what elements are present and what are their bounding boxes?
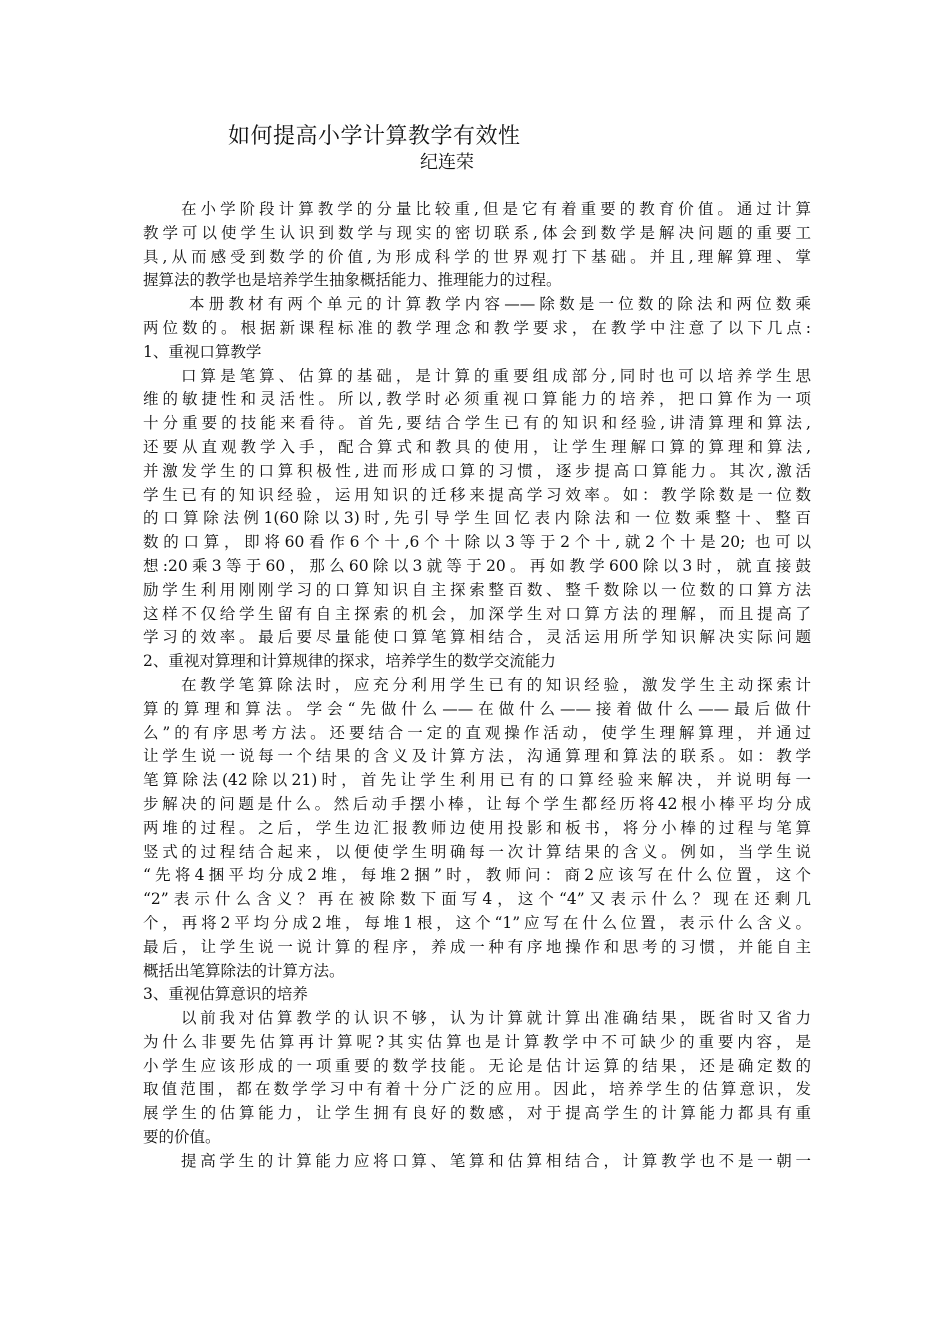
text-line: 以前我对估算教学的认识不够，认为计算就计算出准确结果，既省时又省力 [181,1009,811,1028]
section-heading: 1、重视口算教学 [143,342,262,361]
text-line: “先将4捆平均分成2堆，每堆2捆”时，教师问：商2应该写在什么位置，这个 [143,866,811,885]
text-line: 数的口算，即将60看作6个十,6个十除以3等于2个十,就2个十是20; 也可以 [143,533,811,552]
text-line: 个，再将2平均分成2堆，每堆1根，这个“1”应写在什么位置，表示什么含义。 [143,913,811,932]
text-line: 本册教材有两个单元的计算教学内容——除数是一位数的除法和两位数乘 [189,295,811,314]
text-line: 学习的效率。最后要尽量能使口算笔算相结合，灵活运用所学知识解决实际问题 [143,628,811,647]
text-line: 在小学阶段计算教学的分量比较重,但是它有着重要的教育价值。通过计算 [181,200,811,218]
text-line: 具,从而感受到数学的价值,为形成科学的世界观打下基础。并且,理解算理、掌 [143,247,811,266]
text-line: 并激发学生的口算积极性,进而形成口算的习惯，逐步提高口算能力。其次,激活 [143,461,811,480]
text-line: 这样不仅给学生留有自主探索的机会，加深学生对口算方法的理解，而且提高了 [143,604,811,623]
text-line: 算的算理和算法。学会“先做什么——在做什么——接着做什么——最后做什 [143,699,811,718]
text-line: 还要从直观教学入手，配合算式和教具的使用，让学生理解口算的算理和算法, [143,437,811,456]
text-line: 最后，让学生说一说计算的程序，养成一种有序地操作和思考的习惯，并能自主 [143,937,811,956]
section-heading: 2、重视对算理和计算规律的探求，培养学生的数学交流能力 [143,652,556,671]
text-line: 的口算除法例1(60除以3)时,先引导学生回忆表内除法和一位数乘整十、整百 [143,509,811,528]
text-line: 握算法的教学也是培养学生抽象概括能力、推理能力的过程。 [143,271,562,290]
text-line: 竖式的过程结合起来，以便使学生明确每一次计算结果的含义。例如，当学生说 [143,842,811,861]
document-author: 纪连荣 [420,152,474,173]
text-line: 想:20乘3等于60，那么60除以3就等于20。再如教学600除以3时，就直接鼓 [143,556,811,575]
text-line: 小学生应该形成的一项重要的数学技能。无论是估计运算的结果，还是确定数的 [143,1056,811,1075]
text-line: 展学生的估算能力，让学生拥有良好的数感，对于提高学生的计算能力都具有重 [143,1104,811,1123]
text-line: 让学生说一说每一个结果的含义及计算方法，沟通算理和算法的联系。如：教学 [143,747,811,766]
text-line: 十分重要的技能来看待。首先,要结合学生已有的知识和经验,讲清算理和算法, [143,414,811,433]
text-line: 笔算除法(42除以21)时，首先让学生利用已有的口算经验来解决，并说明每一 [143,771,811,790]
text-line: 励学生利用刚刚学习的口算知识自主探索整百数、整千数除以一位数的口算方法 [143,580,811,599]
text-line: 在教学笔算除法时，应充分利用学生已有的知识经验，激发学生主动探索计 [181,675,811,694]
text-line: 口算是笔算、估算的基础，是计算的重要组成部分,同时也可以培养学生思 [181,366,811,385]
text-line: 要的价值。 [143,1128,221,1147]
text-line: 为什么非要先估算再计算呢?其实估算也是计算教学中不可缺少的重要内容，是 [143,1032,811,1051]
text-line: 取值范围，都在数学学习中有着十分广泛的应用。因此，培养学生的估算意识，发 [143,1080,811,1099]
text-line: 概括出笔算除法的计算方法。 [143,961,345,980]
text-line: 两位数的。根据新课程标准的教学理念和教学要求，在教学中注意了以下几点: [143,318,811,337]
text-line: 维的敏捷性和灵活性。所以,教学时必须重视口算能力的培养，把口算作为一项 [143,390,811,409]
section-heading: 3、重视估算意识的培养 [143,985,308,1004]
text-line: 教学可以使学生认识到数学与现实的密切联系,体会到数学是解决问题的重要工 [143,223,811,242]
text-line: 学生已有的知识经验，运用知识的迁移来提高学习效率。如：教学除数是一位数 [143,485,811,504]
document-title: 如何提高小学计算教学有效性 [228,124,521,149]
text-line: 步解决的问题是什么。然后动手摆小棒，让每个学生都经历将42根小棒平均分成 [143,794,811,813]
text-line: “2”表示什么含义？再在被除数下面写4，这个“4”又表示什么？现在还剩几 [143,890,811,909]
text-line: 提高学生的计算能力应将口算、笔算和估算相结合，计算教学也不是一朝一 [181,1151,811,1170]
text-line: 两堆的过程。之后，学生边汇报教师边使用投影和板书，将分小棒的过程与笔算 [143,818,811,837]
text-line: 么”的有序思考方法。还要结合一定的直观操作活动，使学生理解算理，并通过 [143,723,811,742]
document-body [143,198,811,1174]
